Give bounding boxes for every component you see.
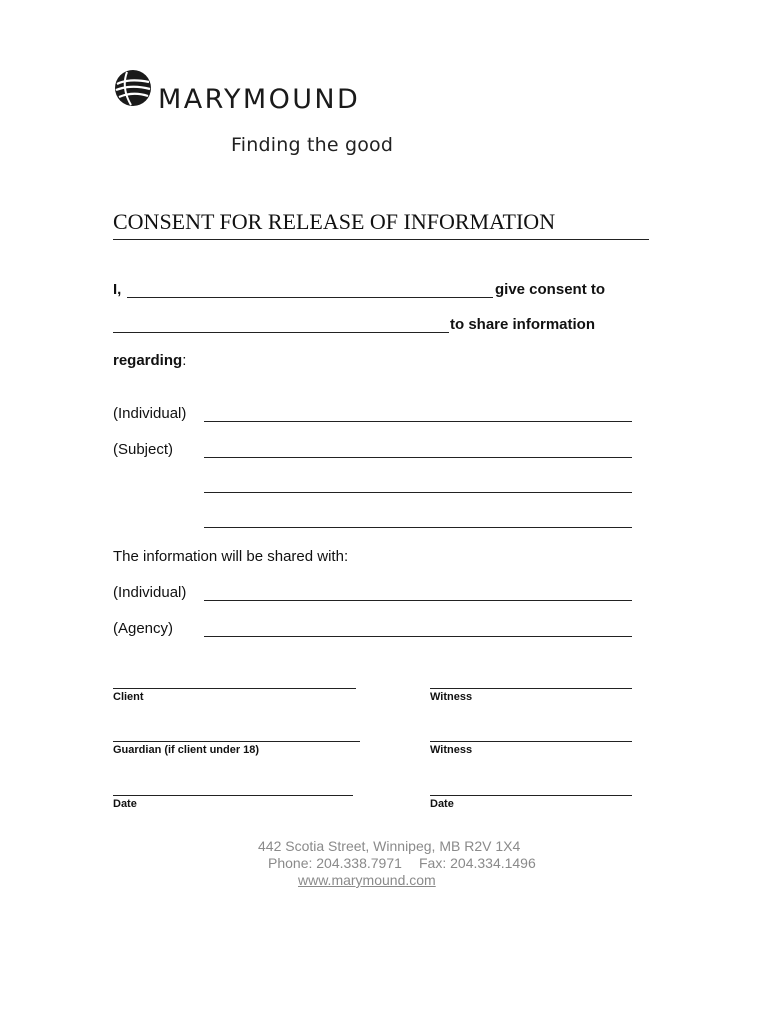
shared-individual-field[interactable] bbox=[204, 600, 632, 601]
individual-label: (Individual) bbox=[113, 405, 187, 422]
footer-fax: Fax: 204.334.1496 bbox=[419, 855, 536, 871]
witness-signature-field-1[interactable] bbox=[430, 688, 632, 689]
footer-website-link[interactable]: www.marymound.com bbox=[298, 872, 436, 888]
regarding-label: regarding: bbox=[113, 352, 187, 369]
subject-field[interactable] bbox=[204, 457, 632, 458]
date-label-1: Date bbox=[113, 798, 137, 810]
subject-field-extra-1[interactable] bbox=[204, 492, 632, 493]
subject-individual-field[interactable] bbox=[204, 421, 632, 422]
consent-prefix: I, bbox=[113, 281, 122, 298]
share-info-label: to share information bbox=[450, 316, 596, 333]
client-label: Client bbox=[113, 691, 144, 703]
date-field-2[interactable] bbox=[430, 795, 632, 796]
marymound-logo-icon bbox=[113, 68, 153, 108]
title-rule bbox=[113, 239, 649, 240]
subject-field-extra-2[interactable] bbox=[204, 527, 632, 528]
guardian-label: Guardian (if client under 18) bbox=[113, 744, 260, 756]
shared-individual-label: (Individual) bbox=[113, 584, 187, 601]
footer-address: 442 Scotia Street, Winnipeg, MB R2V 1X4 bbox=[258, 838, 521, 854]
consenter-name-field[interactable] bbox=[127, 297, 493, 298]
witness-label-2: Witness bbox=[430, 744, 473, 756]
shared-with-heading: The information will be shared with: bbox=[113, 548, 349, 565]
logo-name: MARYMOUND bbox=[158, 84, 361, 115]
logo-tagline: Finding the good bbox=[231, 134, 394, 156]
date-label-2: Date bbox=[430, 798, 454, 810]
agency-label: (Agency) bbox=[113, 620, 174, 637]
date-field-1[interactable] bbox=[113, 795, 353, 796]
footer-phone: Phone: 204.338.7971 bbox=[268, 855, 402, 871]
agency-field[interactable] bbox=[204, 636, 632, 637]
recipient-field[interactable] bbox=[113, 332, 449, 333]
consent-to-label: give consent to bbox=[495, 281, 606, 298]
witness-signature-field-2[interactable] bbox=[430, 741, 632, 742]
client-signature-field[interactable] bbox=[113, 688, 356, 689]
form-title: CONSENT FOR RELEASE OF INFORMATION bbox=[113, 209, 556, 234]
guardian-signature-field[interactable] bbox=[113, 741, 360, 742]
witness-label-1: Witness bbox=[430, 691, 473, 703]
subject-label: (Subject) bbox=[113, 441, 174, 458]
